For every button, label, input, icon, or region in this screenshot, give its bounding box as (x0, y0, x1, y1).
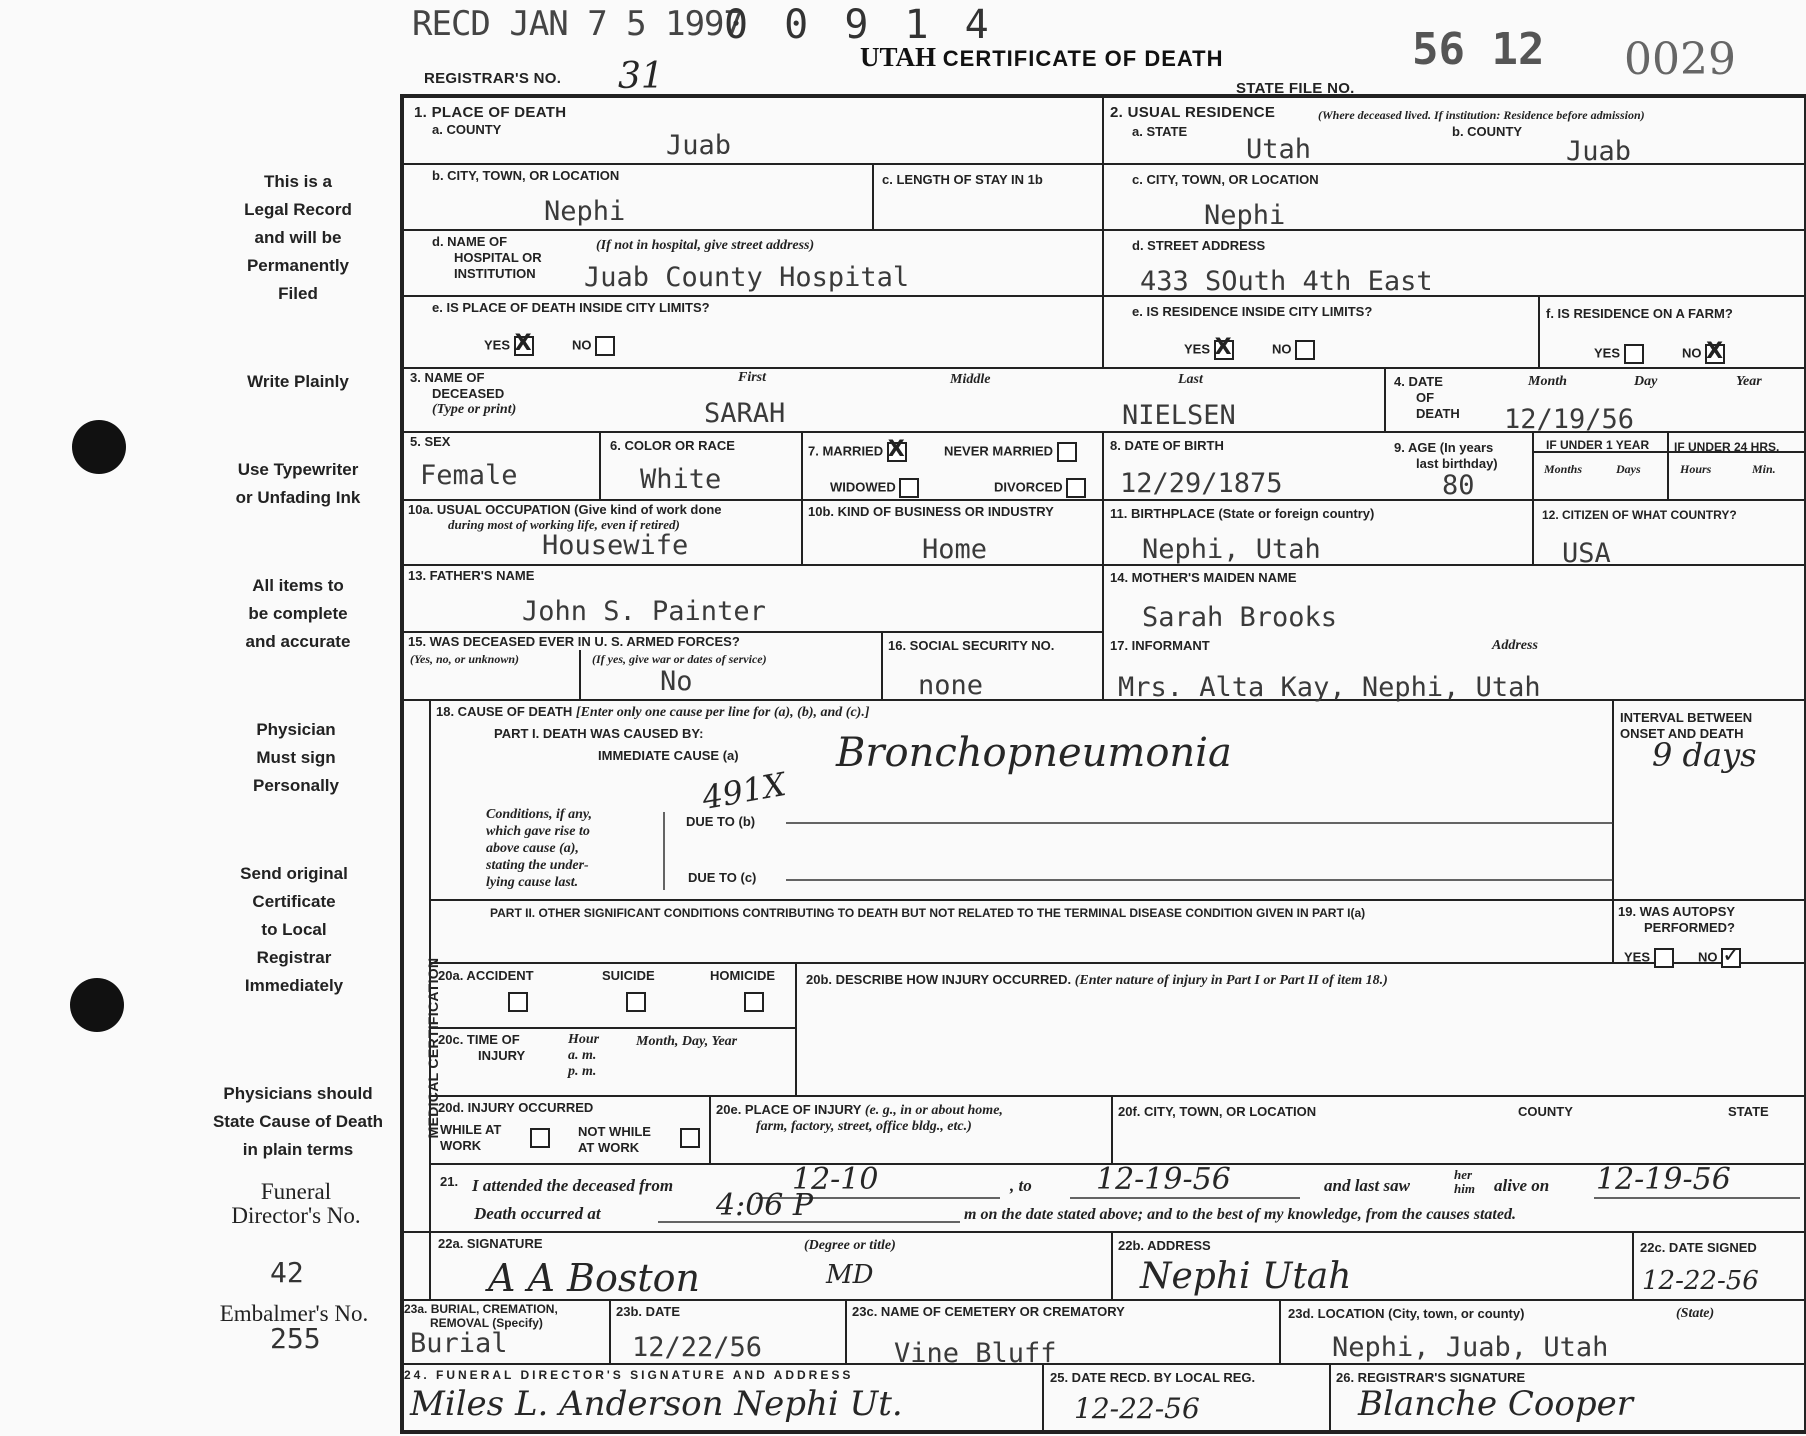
armed-sub-a: (Yes, no, or unknown) (410, 652, 520, 666)
state-file-a: 56 12 (1412, 24, 1545, 75)
sidebar-legal: This is a Legal Record and will be Permanently Filed (244, 172, 352, 303)
immediate-label: IMMEDIATE CAUSE (a) (598, 748, 739, 763)
informant: Mrs. Alta Kay, Nephi, Utah (1118, 672, 1541, 703)
farm-no[interactable]: NO X (1682, 344, 1725, 364)
signature-label: 22a. SIGNATURE (438, 1236, 543, 1251)
res-state: Utah (1246, 134, 1312, 165)
describe-label: 20b. DESCRIBE HOW INJURY OCCURRED. (Enter nature of injury in Part I or Part II of item 18.) (806, 972, 1388, 988)
days-label: Days (1616, 462, 1641, 476)
widowed-option[interactable]: WIDOWED (830, 478, 919, 498)
funeral-director-label: Funeral Director's No. (231, 1179, 361, 1228)
death-county: Juab (666, 130, 732, 161)
death-inside-yes[interactable]: YES X (484, 336, 534, 356)
while-at-work-checkbox[interactable] (530, 1128, 550, 1148)
farm-label: f. IS RESIDENCE ON A FARM? (1546, 306, 1733, 321)
autopsy-label: 19. WAS AUTOPSY PERFORMED? (1618, 904, 1736, 935)
burial-location: Nephi, Juab, Utah (1332, 1332, 1609, 1363)
medical-certification-label: MEDICAL CERTIFICATION (425, 957, 441, 1139)
citizen-label: 12. CITIZEN OF WHAT COUNTRY? (1542, 508, 1737, 522)
res-county: Juab (1566, 136, 1632, 167)
stay-label: c. LENGTH OF STAY IN 1b (882, 172, 1043, 187)
residence-note: (Where deceased lived. If institution: Residence before admission) (1318, 108, 1645, 122)
autopsy-yes[interactable]: YES (1624, 948, 1674, 968)
year-label: Year (1736, 374, 1762, 389)
burial-label: 23a. BURIAL, CREMATION, REMOVAL (Specify) (404, 1302, 558, 1330)
checkbox-checked[interactable]: X (887, 442, 907, 462)
hospital-name: Juab County Hospital (584, 262, 910, 293)
autopsy-no[interactable]: NO ✓ (1698, 943, 1741, 968)
sidebar-send: Send original Certificate to Local Registrar Immediately (240, 864, 348, 995)
title-prefix: UTAH (860, 42, 937, 72)
cause-code: 491X (699, 765, 789, 817)
inside-city-label: e. IS PLACE OF DEATH INSIDE CITY LIMITS? (432, 300, 710, 315)
injury-state-label: STATE (1728, 1104, 1769, 1119)
while-at-work[interactable]: WHILE AT WORK (440, 1122, 502, 1153)
homicide-label: HOMICIDE (710, 968, 775, 983)
first-name: SARAH (704, 398, 786, 429)
last-saw: and last saw (1324, 1176, 1410, 1195)
checkbox[interactable] (595, 336, 615, 356)
sidebar-physician: Physician Must sign Personally (253, 720, 339, 795)
address-label: Address (1492, 638, 1538, 653)
res-city: Nephi (1204, 200, 1286, 231)
homicide-checkbox[interactable] (744, 992, 764, 1012)
hours-label: Hours (1680, 462, 1712, 476)
age-label: 9. AGE (In years last birthday) (1394, 440, 1498, 471)
sidebar-typewriter: Use Typewriter or Unfading Ink (235, 460, 361, 507)
checkbox[interactable] (1066, 478, 1086, 498)
not-while-at-work-checkbox[interactable] (680, 1128, 700, 1148)
street-label: d. STREET ADDRESS (1132, 238, 1266, 253)
location-state-label: (State) (1676, 1306, 1715, 1321)
interval: 9 days (1652, 736, 1757, 774)
under-24-label: IF UNDER 24 HRS. (1674, 440, 1780, 454)
age: 80 (1442, 470, 1475, 501)
divorced-option[interactable]: DIVORCED (994, 478, 1086, 498)
month-label: Month (1528, 374, 1567, 389)
death-inside-no[interactable]: NO (572, 336, 615, 356)
accident-checkbox[interactable] (508, 992, 528, 1012)
burial: Burial (410, 1328, 508, 1359)
death-time: 4:06 P (716, 1188, 814, 1223)
first-label: First (738, 370, 767, 385)
cause-label: 18. CAUSE OF DEATH [Enter only one cause per line for (a), (b), and (c).] (436, 704, 870, 720)
business: Home (922, 534, 988, 565)
to-word: , to (1010, 1176, 1032, 1195)
death-city: Nephi (544, 196, 626, 227)
date-of-death: 12/19/56 (1504, 404, 1635, 435)
registrar-signature: Blanche Cooper (1358, 1384, 1633, 1424)
cemetery-label: 23c. NAME OF CEMETERY OR CREMATORY (852, 1304, 1125, 1319)
injury-county-label: COUNTY (1518, 1104, 1573, 1119)
conditions-note: Conditions, if any, which gave rise to above cause (a), stating the under- lying cause last. (486, 807, 593, 890)
hospital-label: d. NAME OF HOSPITAL OR INSTITUTION (432, 234, 542, 281)
checkbox-checked[interactable]: X (1705, 344, 1725, 364)
ssn-label: 16. SOCIAL SECURITY NO. (888, 638, 1055, 653)
title-main: CERTIFICATE OF DEATH (942, 46, 1224, 71)
occupation-label: 10a. USUAL OCCUPATION (Give kind of work done during most of working life, even if retired) (408, 502, 722, 532)
received-stamp: RECD JAN 7 5 1997 (412, 4, 743, 44)
interval-label: INTERVAL BETWEEN ONSET AND DEATH (1620, 710, 1753, 741)
sidebar-write: Write Plainly (247, 372, 349, 391)
part2-label: PART II. OTHER SIGNIFICANT CONDITIONS CONTRIBUTING TO DEATH BUT NOT RELATED TO THE TERMINAL DISEASE CONDITION GIVEN IN PART I(a) (490, 906, 1366, 920)
state-file-b: 0029 (1624, 34, 1736, 85)
time-label: 20c. TIME OF INJURY (438, 1032, 526, 1063)
day-label: Day (1634, 374, 1658, 389)
attended-to: 12-19-56 (1096, 1162, 1231, 1197)
res-inside-yes[interactable]: YES X (1184, 340, 1234, 360)
funeral-director-signature: Miles L. Anderson Nephi Ut. (410, 1384, 903, 1424)
checkbox[interactable] (1295, 340, 1315, 360)
state-file-label: STATE FILE NO. (1236, 80, 1355, 97)
embalmer-no: 255 (270, 1322, 321, 1355)
location-label: 23d. LOCATION (City, town, or county) (1288, 1306, 1525, 1321)
date-recd-label: 25. DATE RECD. BY LOCAL REG. (1050, 1370, 1256, 1385)
never-married-option[interactable]: NEVER MARRIED (944, 442, 1077, 462)
res-inside-no[interactable]: NO (1272, 340, 1315, 360)
funeral-director-sig-label: 24. FUNERAL DIRECTOR'S SIGNATURE AND ADDRESS (404, 1368, 854, 1382)
city-label: b. CITY, TOWN, OR LOCATION (432, 168, 620, 183)
accident-label: 20a. ACCIDENT (438, 968, 534, 983)
not-while-at-work[interactable]: NOT WHILE AT WORK (578, 1124, 651, 1155)
suicide-checkbox[interactable] (626, 992, 646, 1012)
due-to-b-label: DUE TO (b) (686, 814, 756, 829)
occupation: Housewife (542, 530, 689, 561)
date-signed: 12-22-56 (1642, 1266, 1759, 1296)
birth-label: 8. DATE OF BIRTH (1110, 438, 1224, 453)
citizen: USA (1562, 538, 1611, 569)
ssn: none (918, 670, 984, 701)
place-of-injury-label: 20e. PLACE OF INJURY (e. g., in or about home, farm, factory, street, office bldg., etc.) (716, 1102, 1003, 1134)
degree-label: (Degree or title) (804, 1238, 896, 1253)
mother-name: Sarah Brooks (1142, 602, 1338, 633)
hospital-note: (If not in hospital, give street address) (596, 238, 815, 253)
alive-date: 12-19-56 (1596, 1162, 1731, 1197)
burial-date: 12/22/56 (632, 1332, 763, 1363)
stamp-number: 0 0 9 1 4 (724, 2, 995, 48)
physician-address: Nephi Utah (1140, 1256, 1352, 1297)
middle-label: Middle (950, 372, 991, 387)
funeral-director-no: 42 (270, 1256, 304, 1289)
attended-from: 12-10 (792, 1162, 879, 1197)
date-of-death-label: 4. DATE OF DEATH (1394, 374, 1460, 421)
checkbox-checked[interactable]: X (514, 336, 534, 356)
registrar-no: 31 (618, 56, 664, 97)
occurred-label: 20d. INJURY OCCURRED (438, 1100, 594, 1115)
birthplace: Nephi, Utah (1142, 534, 1321, 565)
checkbox[interactable] (1057, 442, 1077, 462)
months-label: Months (1544, 462, 1583, 476)
place-of-death-label: 1. PLACE OF DEATH (414, 104, 567, 121)
death-occurred: Death occurred at (474, 1204, 601, 1223)
armed-forces: No (660, 666, 693, 697)
sex: Female (420, 460, 518, 491)
date-of-birth: 12/29/1875 (1120, 468, 1283, 499)
attest-text: I attended the deceased from (472, 1176, 674, 1195)
res-county-label: b. COUNTY (1452, 124, 1523, 139)
farm-yes[interactable]: YES (1594, 344, 1644, 364)
business-label: 10b. KIND OF BUSINESS OR INDUSTRY (808, 504, 1054, 519)
race-label: 6. COLOR OR RACE (610, 438, 735, 453)
date-signed-label: 22c. DATE SIGNED (1640, 1240, 1757, 1255)
race: White (640, 464, 722, 495)
married-option[interactable]: 7. MARRIED X (808, 442, 907, 462)
sidebar-plain: Physicians should State Cause of Death in plain terms (212, 1084, 384, 1159)
her-him: her him (1454, 1167, 1475, 1196)
cemetery: Vine Bluff (894, 1338, 1057, 1369)
checkbox[interactable] (1624, 344, 1644, 364)
sex-label: 5. SEX (410, 434, 451, 449)
attest-tail: m on the date stated above; and to the best of my knowledge, from the causes stated. (964, 1206, 1516, 1223)
physician-title: MD (826, 1260, 874, 1290)
county-label: a. COUNTY (432, 122, 502, 137)
registrar-no-label: REGISTRAR'S NO. (424, 70, 562, 87)
res-state-label: a. STATE (1132, 124, 1188, 139)
checkbox-checked[interactable]: ✓ (1722, 943, 1741, 968)
alive-on: alive on (1494, 1176, 1550, 1195)
last-label: Last (1178, 372, 1203, 387)
under-1-label: IF UNDER 1 YEAR (1546, 438, 1650, 452)
father-name: John S. Painter (522, 596, 766, 627)
residence-label: 2. USUAL RESIDENCE (1110, 104, 1276, 121)
min-label: Min. (1752, 462, 1776, 476)
res-city-label: c. CITY, TOWN, OR LOCATION (1132, 172, 1319, 187)
street-address: 433 SOuth 4th East (1140, 266, 1433, 297)
birthplace-label: 11. BIRTHPLACE (State or foreign country) (1110, 506, 1375, 521)
suicide-label: SUICIDE (602, 968, 655, 983)
checkbox-checked[interactable]: X (1214, 340, 1234, 360)
registrar-sig-label: 26. REGISTRAR'S SIGNATURE (1336, 1370, 1526, 1385)
deceased-label: 3. NAME OF DECEASED (Type or print) (410, 370, 517, 417)
physician-address-label: 22b. ADDRESS (1118, 1238, 1211, 1253)
due-to-c-label: DUE TO (c) (688, 870, 757, 885)
checkbox[interactable] (899, 478, 919, 498)
mdy-label: Month, Day, Year (636, 1034, 738, 1049)
date-recd: 12-22-56 (1074, 1392, 1200, 1425)
res-inside-label: e. IS RESIDENCE INSIDE CITY LIMITS? (1132, 304, 1373, 319)
father-label: 13. FATHER'S NAME (408, 568, 535, 583)
informant-label: 17. INFORMANT (1110, 638, 1210, 653)
physician-signature: A A Boston (488, 1256, 700, 1300)
sidebar-complete: All items to be complete and accurate (245, 576, 351, 651)
hour-label: Hour a. m. p. m. (568, 1032, 600, 1079)
armed-sub-b: (If yes, give war or dates of service) (592, 652, 767, 666)
part1-label: PART I. DEATH WAS CAUSED BY: (494, 726, 704, 741)
mother-label: 14. MOTHER'S MAIDEN NAME (1110, 570, 1297, 585)
attest-number: 21. (440, 1174, 459, 1189)
embalmer-label: Embalmer's No. (219, 1301, 369, 1326)
checkbox[interactable] (1654, 948, 1674, 968)
injury-city-label: 20f. CITY, TOWN, OR LOCATION (1118, 1104, 1317, 1119)
immediate-cause: Bronchopneumonia (836, 730, 1232, 776)
armed-forces-label: 15. WAS DECEASED EVER IN U. S. ARMED FORCES? (408, 634, 740, 649)
last-name: NIELSEN (1122, 400, 1236, 431)
burial-date-label: 23b. DATE (616, 1304, 681, 1319)
